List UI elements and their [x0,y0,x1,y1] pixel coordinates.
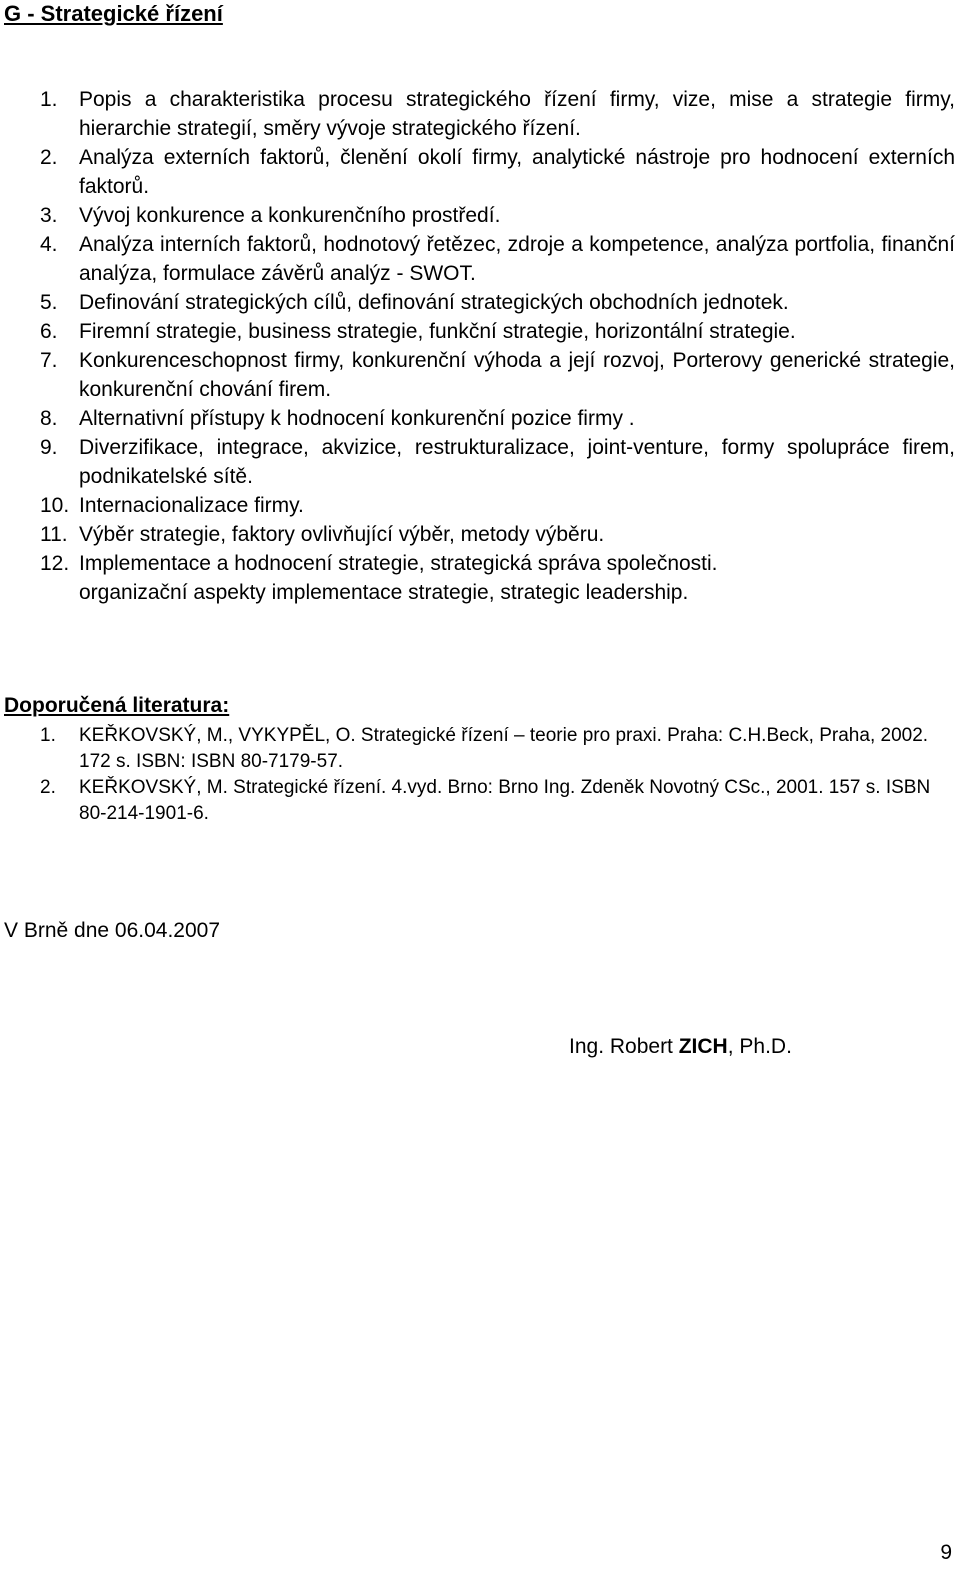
item-text: Popis a charakteristika procesu strategického řízení firmy, vize, mise a strategie firmy, hierarchie strategií, směry vývoje strategického řízení. [79,88,955,140]
item-text: Analýza interních faktorů, hodnotový řetězec, zdroje a kompetence, analýza portfolia, finanční analýza, formulace závěrů analýz - SWOT. [79,233,955,285]
citation-text: KEŘKOVSKÝ, M. Strategické řízení. 4.vyd. Brno: Brno Ing. Zdeněk Novotný CSc., 2001. 157 s. ISBN 80-214-1901-6. [79,777,931,824]
item-number: 2. [40,146,58,169]
item-number: 9. [40,436,58,459]
place-date: V Brně dne 06.04.2007 [4,919,221,942]
literature-list [40,723,940,827]
list-item [40,201,955,230]
item-number: 12. [40,552,70,575]
item-continuation-text: organizační aspekty implementace strategie, strategic leadership. [79,581,689,604]
item-number: 10. [40,494,70,517]
signature [569,1032,792,1061]
item-text: Diverzifikace, integrace, akvizice, restrukturalizace, joint-venture, formy spolupráce firem, podnikatelské sítě. [79,436,955,488]
item-number: 3. [40,204,58,227]
item-text: Internacionalizace firmy. [79,494,304,517]
item-text-group [79,549,955,607]
item-number: 5. [40,291,58,314]
item-text: Implementace a hodnocení strategie, strategická správa společnosti. [79,552,718,575]
literature-heading: Doporučená literatura: [4,694,230,717]
list-item [40,404,955,433]
item-text: Firemní strategie, business strategie, funkční strategie, horizontální strategie. [79,320,796,343]
item-number: 1. [40,88,58,111]
topics-list [40,85,955,607]
list-item [40,85,955,143]
list-item [40,520,955,549]
list-item [40,288,955,317]
literature-item [40,723,940,775]
item-number: 7. [40,349,58,372]
item-text: Definování strategických cílů, definování strategických obchodních jednotek. [79,291,789,314]
page-title: G - Strategické řízení [4,1,223,26]
list-item [40,317,955,346]
signature-suffix: , Ph.D. [727,1035,792,1058]
item-number: 1. [40,725,56,746]
item-text: Analýza externích faktorů, členění okolí firmy, analytické nástroje pro hodnocení externích faktorů. [79,146,955,198]
item-number: 2. [40,777,56,798]
item-text: Alternativní přístupy k hodnocení konkurenční pozice firmy . [79,407,635,430]
literature-item [40,775,940,827]
item-text: Vývoj konkurence a konkurenčního prostředí. [79,204,501,227]
item-number: 6. [40,320,58,343]
item-number: 4. [40,233,58,256]
list-item [40,143,955,201]
item-number: 11. [40,523,68,546]
signature-prefix: Ing. Robert [569,1035,679,1058]
page-number: 9 [940,1541,952,1564]
list-item [40,433,955,491]
list-item [40,230,955,288]
citation-text: KEŘKOVSKÝ, M., VYKYPĚL, O. Strategické řízení – teorie pro praxi. Praha: C.H.Beck, Praha, 2002. 172 s. ISBN: ISBN 80-7179-57. [79,725,929,772]
item-text: Výběr strategie, faktory ovlivňující výběr, metody výběru. [79,523,605,546]
list-item [40,491,955,520]
item-text: Konkurenceschopnost firmy, konkurenční výhoda a její rozvoj, Porterovy generické strategie, konkurenční chování firem. [79,349,955,401]
signature-surname: ZICH [678,1035,728,1058]
item-number: 8. [40,407,58,430]
list-item [40,549,955,607]
list-item [40,346,955,404]
